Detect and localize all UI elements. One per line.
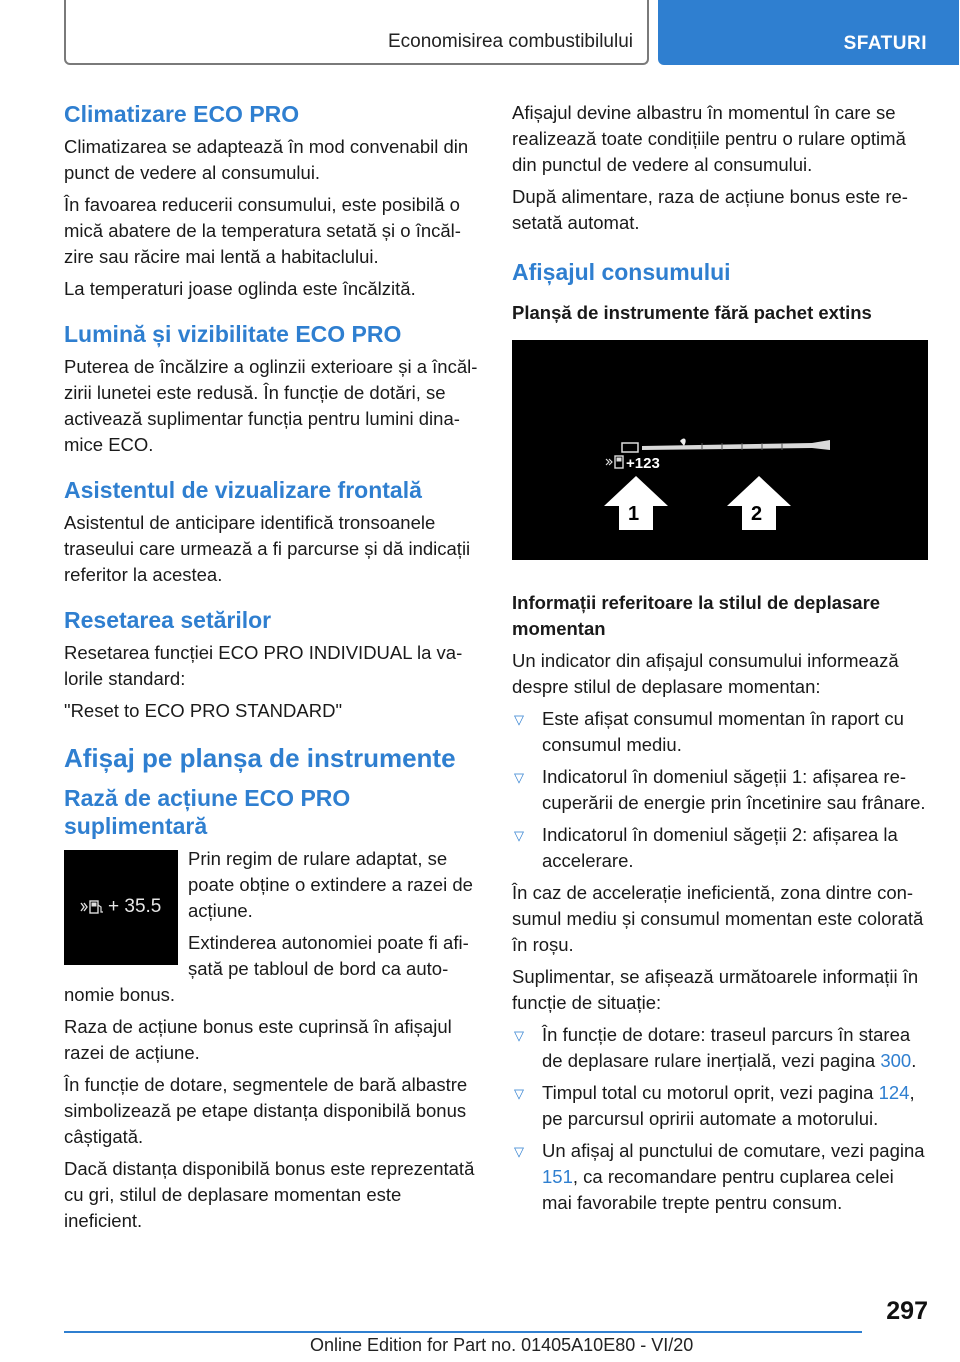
triangle-bullet-icon: ▽	[514, 712, 524, 727]
section-title: Asistentul de vizualizare frontală	[64, 477, 422, 503]
list-item-text-part: Un afișaj al punctului de comutare, vezi pagina	[542, 1140, 925, 1161]
right-column	[512, 100, 928, 1222]
page-link[interactable]: 151	[542, 1166, 573, 1187]
consumption-display-image	[512, 340, 928, 560]
list-item-text: Indicatorul în domeniul săgeții 1: afișarea recuperării de energie prin încetinire sau frânare.	[542, 766, 926, 813]
header-tab-label: SFATURI	[843, 33, 927, 54]
triangle-bullet-icon: ▽	[514, 828, 524, 843]
triangle-bullet-icon: ▽	[514, 1144, 524, 1159]
list-item-text: Este afișat consumul momentan în raport cu consumul mediu.	[542, 708, 904, 755]
triangle-bullet-icon: ▽	[514, 1086, 524, 1101]
paragraph: Un indicator din afișajul consumului informează despre stilul de deplasare momentan:	[512, 650, 899, 697]
page-link[interactable]: 124	[878, 1082, 910, 1103]
page-number: 297	[886, 1297, 928, 1325]
list-item	[512, 1138, 928, 1216]
paragraph: Suplimentar, se afișează următoarele informații în funcție de situație:	[512, 966, 919, 1013]
arrow-2-label: 2	[751, 503, 763, 525]
paragraph: Raza de acțiune bonus este cuprinsă în afișajul razei de acțiune.	[64, 1016, 452, 1063]
list-item	[512, 706, 928, 758]
list-item-text-part: , ca recomandare pentru cuplarea celei mai favorabile trepte pentru consum.	[542, 1166, 894, 1213]
list-item-text-part: .	[911, 1050, 917, 1071]
paragraph: În favoarea reducerii consumului, este posibilă o mică abatere de la temperatura setată și o încălzire sau răcire mai lentă a habitaclului.	[64, 194, 461, 267]
header-box	[64, 0, 649, 65]
paragraph: "Reset to ECO PRO STANDARD"	[64, 700, 343, 721]
triangle-bullet-icon: ▽	[514, 1028, 524, 1043]
list-item-text-part: , pe parcursul opririi automate a motorului.	[542, 1082, 915, 1129]
section-title: Rază de acțiune ECO PRO suplimentară	[64, 785, 351, 839]
page-link[interactable]: 300	[880, 1050, 912, 1071]
section-title: Climatizare ECO PRO	[64, 101, 300, 127]
footer-divider	[64, 1331, 862, 1333]
bonus-range-value: + 35.5	[108, 896, 162, 917]
list-item	[512, 1022, 928, 1074]
section-title: Afișajul consumului	[512, 259, 731, 285]
fuel-pump-arrow-icon	[80, 898, 106, 916]
list-item	[512, 822, 928, 874]
subsection-title: Planșă de instrumente fără pachet extins	[512, 302, 872, 323]
list-item	[512, 1080, 928, 1132]
paragraph: Puterea de încălzire a oglinzii exterioare și a încălzirii lunetei este redusă. În funcție de dotări, se activează suplimentar funcția pentru lumini dinamice ECO.	[64, 356, 478, 455]
list-item-text	[542, 1080, 928, 1132]
list-item-text	[542, 1138, 928, 1216]
paragraph: În funcție de dotare, segmentele de bară albastre simbolizează pe etape distanța disponibilă bonus câștigată.	[64, 1074, 468, 1147]
consumption-gauge-graphic	[512, 340, 928, 560]
paragraph: La temperaturi joase oglinda este încălzită.	[64, 278, 416, 299]
battery-icon	[622, 443, 638, 452]
list-item-text	[542, 1022, 928, 1074]
section-title: Lumină și vizibilitate ECO PRO	[64, 321, 402, 347]
paragraph: Asistentul de anticipare identifică tronsoanele traseului care urmează a fi parcurse și dă indicații referitor la acestea.	[64, 512, 471, 585]
fuel-pump-icon	[606, 456, 623, 468]
paragraph: Dacă distanța disponibilă bonus este reprezentată cu gri, stilul de deplasare momentan este ineficient.	[64, 1158, 475, 1231]
list-item-text-part: Timpul total cu motorul oprit, vezi pagina	[542, 1082, 879, 1103]
subsection-title: Informații referitoare la stilul de deplasare momentan	[512, 592, 881, 639]
paragraph: Resetarea funcției ECO PRO INDIVIDUAL la valorile standard:	[64, 642, 463, 689]
dash-value: +123	[626, 455, 660, 472]
list-item-text-part: În funcție de dotare: traseul parcurs în starea de deplasare rulare inerțială, vezi pagina	[542, 1024, 911, 1071]
arrow-1-label: 1	[628, 503, 640, 525]
left-column	[64, 100, 480, 1240]
header-tab[interactable]	[658, 0, 959, 65]
triangle-bullet-icon: ▽	[514, 770, 524, 785]
paragraph: După alimentare, raza de acțiune bonus este resetată automat.	[512, 186, 908, 233]
bonus-range-image	[64, 850, 178, 965]
paragraph: Prin regim de rulare adaptat, se poate obține o extindere a razei de acțiune.	[188, 848, 473, 921]
paragraph: În caz de accelerație ineficientă, zona dintre consumul mediu și consumul momentan este colorată în roșu.	[512, 882, 924, 955]
paragraph: Afișajul devine albastru în momentul în care se realizează toate condițiile pentru o rulare optimă din punctul de vedere al consumului.	[512, 102, 906, 175]
list-item-text: Indicatorul în domeniul săgeții 2: afișarea la accelerare.	[542, 824, 898, 871]
section-title: Resetarea setărilor	[64, 607, 272, 633]
list-item	[512, 764, 928, 816]
chapter-title: Afișaj pe planșa de instrumente	[64, 743, 456, 773]
footer-edition: Online Edition for Part no. 01405A10E80 - VI/20	[310, 1335, 694, 1355]
paragraph: Extinderea autonomiei poate fi afișată pe tabloul de bord ca autonomie bonus.	[64, 932, 469, 1005]
paragraph: Climatizarea se adaptează în mod convenabil din punct de vedere al consumului.	[64, 136, 469, 183]
header-title: Economisirea combustibilului	[388, 31, 633, 52]
